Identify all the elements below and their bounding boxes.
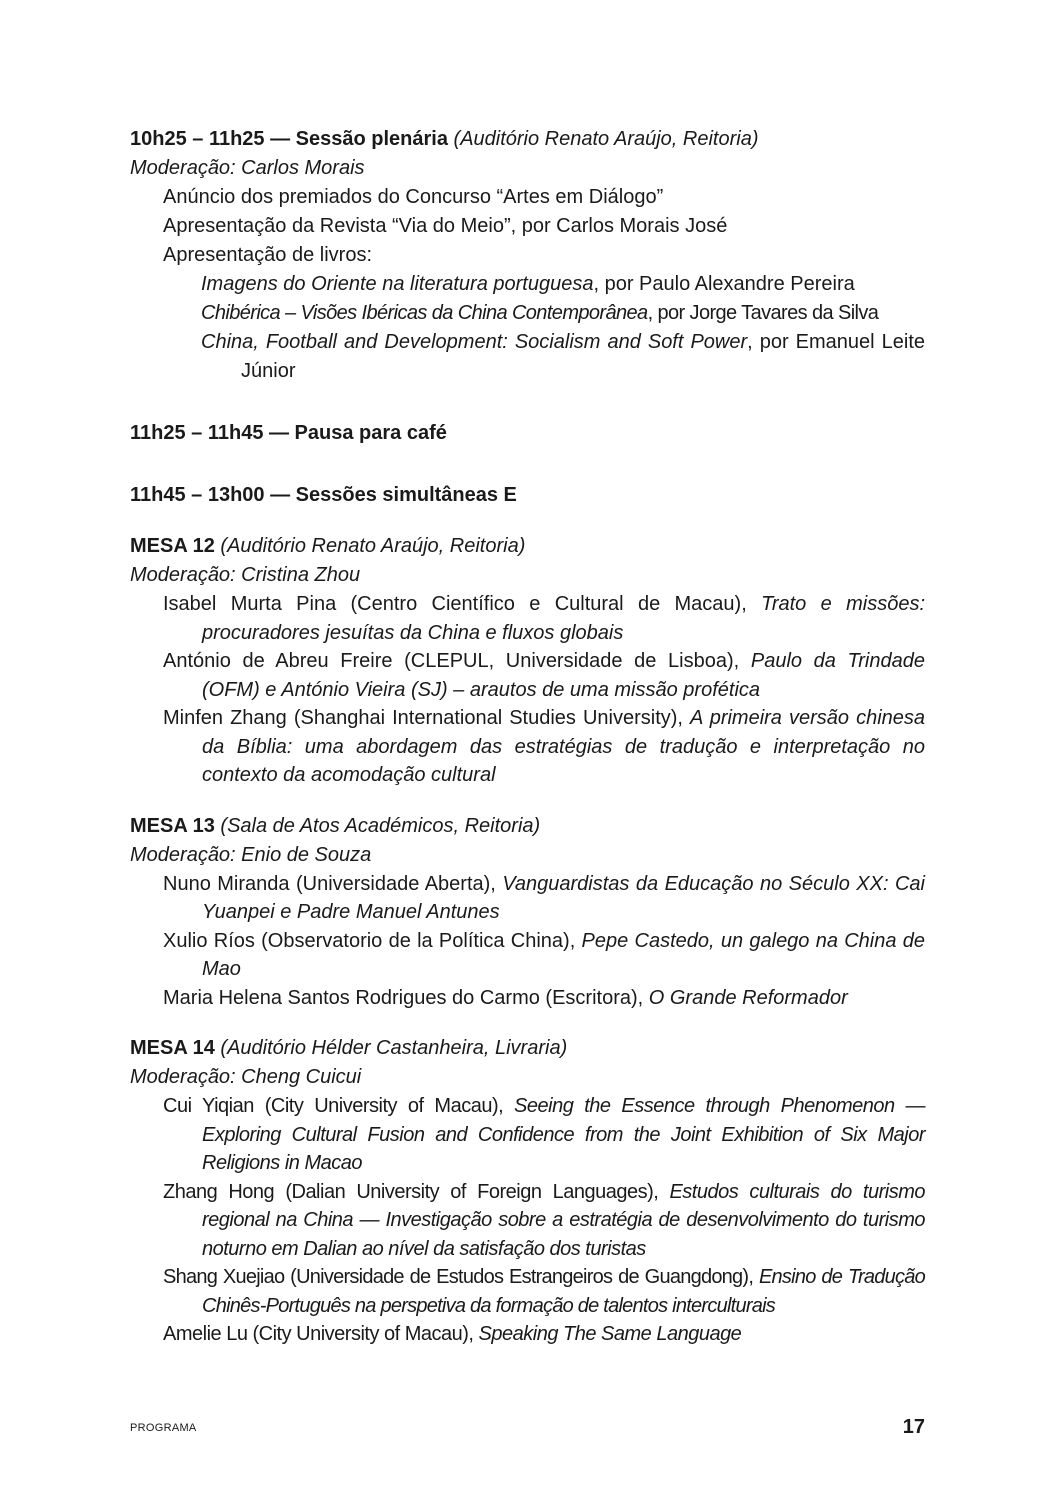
- paper-title: Trato e missões: procuradores jesuítas da China e fluxos globais: [202, 593, 925, 644]
- table-venue: (Sala de Atos Académicos, Reitoria): [220, 814, 541, 837]
- paper-title: O Grande Reformador: [648, 986, 848, 1009]
- paper-entry: [130, 870, 925, 927]
- table-moderation: Moderação: Enio de Souza: [130, 843, 372, 866]
- table-name: MESA 14: [130, 1037, 215, 1059]
- paper-entry: [130, 1263, 925, 1320]
- table-heading: [130, 532, 925, 561]
- books-label: Apresentação de livros:: [163, 244, 373, 266]
- coffee-break-text: 11h25 – 11h45 — Pausa para café: [130, 422, 447, 444]
- paper-entry: [130, 984, 925, 1013]
- paper-author: Nuno Miranda (Universidade Aberta),: [163, 872, 503, 895]
- paper-author: Isabel Murta Pina (Centro Científico e Cultural de Macau),: [163, 593, 762, 615]
- paper-author: Amelie Lu (City University of Macau),: [163, 1323, 479, 1345]
- paper-author: Xulio Ríos (Observatorio de la Política China),: [163, 929, 582, 952]
- footer-section-label: PROGRAMA: [130, 1422, 197, 1434]
- page-number: 17: [902, 1416, 925, 1438]
- table-moderation: Moderação: Cheng Cuicui: [130, 1066, 362, 1088]
- plenary-time: 10h25 – 11h25 — Sessão plenária: [130, 128, 448, 150]
- book-author: , por Jorge Tavares da Silva: [647, 302, 879, 324]
- paper-author: Maria Helena Santos Rodrigues do Carmo (Escritora),: [163, 986, 649, 1009]
- book-author: , por Paulo Alexandre Pereira: [593, 273, 855, 295]
- plenary-heading: [130, 125, 925, 154]
- paper-entry: [130, 927, 925, 984]
- plenary-item: Apresentação da Revista “Via do Meio”, por Carlos Morais José: [163, 215, 728, 237]
- plenary-item: Anúncio dos premiados do Concurso “Artes em Diálogo”: [163, 186, 664, 208]
- book-title: Imagens do Oriente na literatura portuguesa: [201, 273, 594, 295]
- paper-entry: [130, 647, 925, 704]
- paper-title: A primeira versão chinesa da Bíblia: uma abordagem das estratégias de tradução e interpretação no contexto da acomodação cultural: [202, 707, 926, 786]
- paper-title: Estudos culturais do turismo regional na China — Investigação sobre a estratégia de desenvolvimento do turismo noturno em Dalian ao nível da satisfação dos turistas: [202, 1180, 925, 1260]
- simultaneous-heading: [130, 481, 925, 510]
- table-heading: [130, 812, 925, 841]
- paper-author: Zhang Hong (Dalian University of Foreign Languages),: [163, 1180, 670, 1203]
- paper-author: Cui Yiqian (City University of Macau),: [163, 1095, 515, 1117]
- book-entry: [130, 328, 925, 386]
- book-entry: [130, 299, 925, 328]
- paper-title: Speaking The Same Language: [478, 1323, 742, 1345]
- paper-entry: [130, 590, 925, 647]
- table-name: MESA 13: [130, 814, 215, 837]
- coffee-break-heading: [130, 419, 925, 448]
- paper-author: Minfen Zhang (Shanghai International Studies University),: [163, 707, 691, 729]
- paper-title: Seeing the Essence through Phenomenon — Exploring Cultural Fusion and Confidence from the Joint Exhibition of Six Major Religions in Macao: [202, 1095, 925, 1174]
- table-heading: [130, 1034, 925, 1063]
- paper-title: Pepe Castedo, un galego na China de Mao: [202, 929, 926, 980]
- book-author: , por Emanuel Leite Júnior: [241, 331, 926, 382]
- paper-title: Vanguardistas da Educação no Século XX: Cai Yuanpei e Padre Manuel Antunes: [202, 872, 925, 923]
- paper-entry: [130, 1092, 925, 1178]
- paper-title: Paulo da Trindade (OFM) e António Vieira (SJ) – arautos de uma missão profética: [202, 650, 925, 701]
- table-moderation: Moderação: Cristina Zhou: [130, 564, 361, 586]
- paper-title: Ensino de Tradução Chinês-Português na perspetiva da formação de talentos interculturais: [202, 1266, 925, 1317]
- simultaneous-text: 11h45 – 13h00 — Sessões simultâneas E: [130, 484, 517, 506]
- program-page: [130, 125, 925, 1349]
- table-venue: (Auditório Renato Araújo, Reitoria): [220, 535, 526, 557]
- table-name: MESA 12: [130, 535, 215, 557]
- paper-author: António de Abreu Freire (CLEPUL, Universidade de Lisboa),: [163, 650, 751, 672]
- plenary-venue: (Auditório Renato Araújo, Reitoria): [453, 128, 759, 150]
- book-title: China, Football and Development: Socialism and Soft Power: [201, 331, 748, 353]
- book-title: Chibérica – Visões Ibéricas da China Contemporânea: [201, 302, 648, 324]
- paper-entry: [130, 1320, 925, 1349]
- book-entry: [130, 270, 925, 299]
- paper-entry: [130, 1178, 925, 1264]
- plenary-moderation: Moderação: Carlos Morais: [130, 157, 365, 179]
- paper-entry: [130, 704, 925, 790]
- table-venue: (Auditório Hélder Castanheira, Livraria): [220, 1037, 568, 1059]
- paper-author: Shang Xuejiao (Universidade de Estudos Estrangeiros de Guangdong),: [163, 1266, 759, 1288]
